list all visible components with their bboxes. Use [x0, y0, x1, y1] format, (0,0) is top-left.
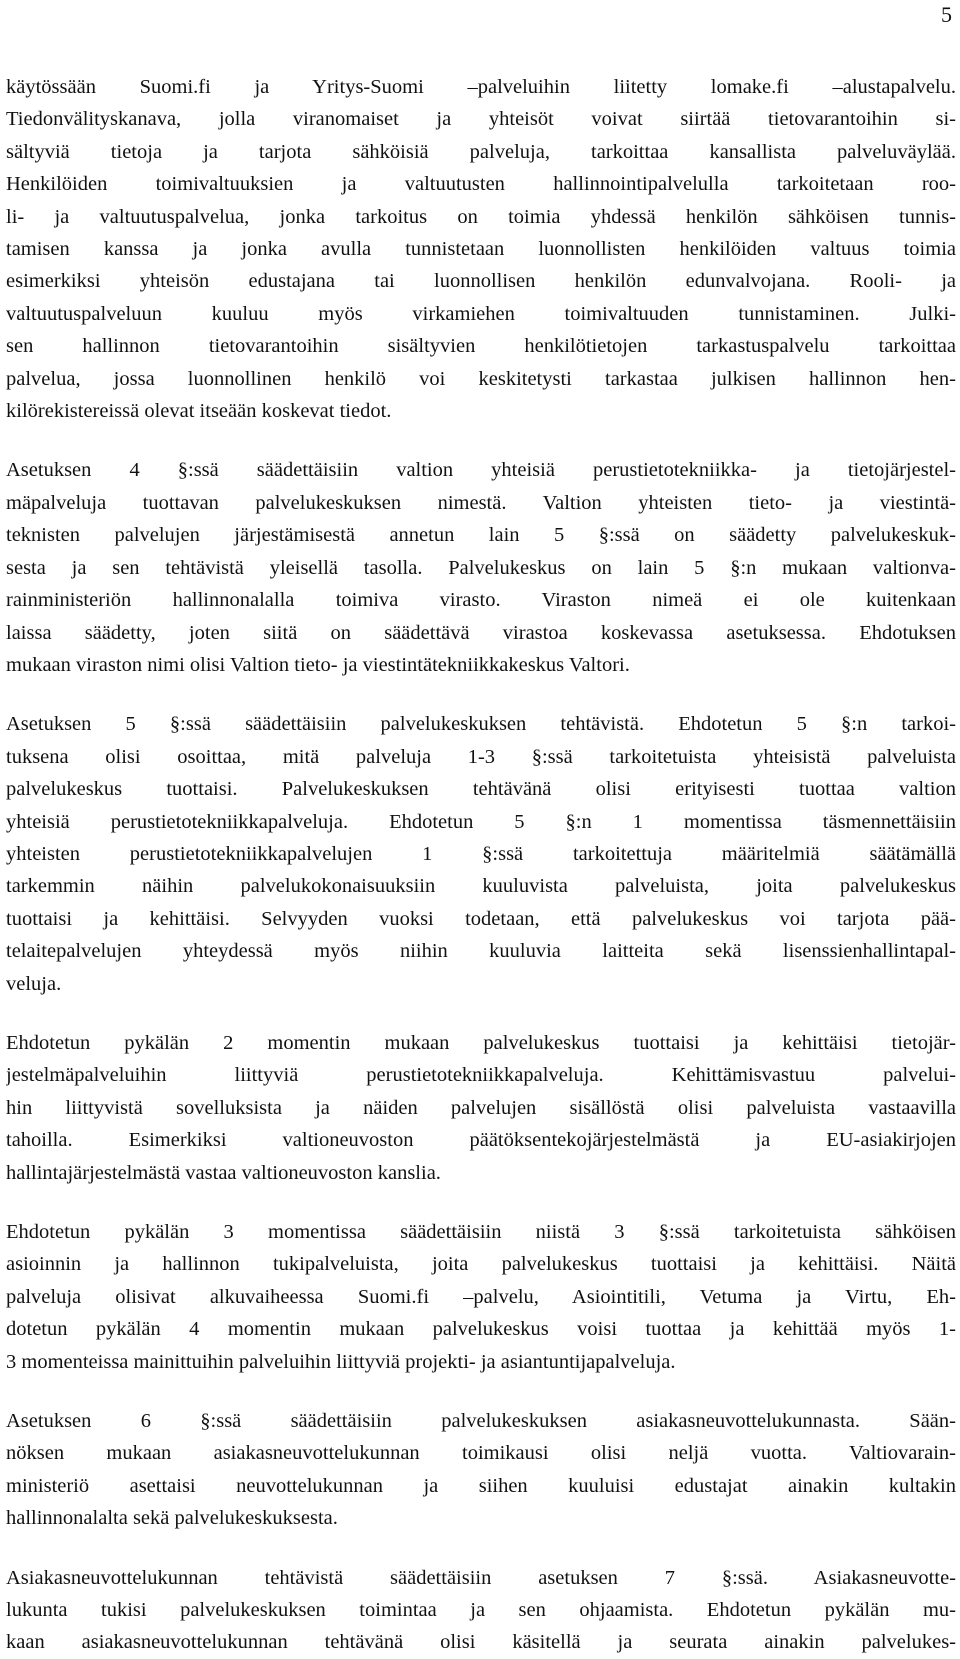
text-line: sältyviä tietoja ja tarjota sähköisiä palveluja, tarkoittaa kansallista palveluväylää. [6, 140, 956, 163]
text-line: ministeriö asettaisi neuvottelukunnan ja siihen kuuluisi edustajat ainakin kultakin [6, 1474, 956, 1497]
text-line: kilörekistereissä olevat itseään koskevat tiedot. [6, 400, 392, 423]
paragraph-1 [6, 71, 956, 427]
text-line: jestelmäpalveluihin liittyviä perustietotekniikkapalveluja. Kehittämisvastuu palvelui- [6, 1064, 956, 1087]
text-line: käytössään Suomi.fi ja Yritys-Suomi –palveluihin liitetty lomake.fi –alustapalvelu. [6, 76, 956, 98]
text-line: palvelua, jossa luonnollinen henkilö voi keskitetysti tarkastaa julkisen hallinnon hen- [6, 367, 956, 390]
text-line: tarkemmin näihin palvelukokonaisuuksiin kuuluvista palveluista, joita palvelukeskus [6, 875, 956, 898]
text-line: rainministeriön hallinnonalalla toimiva virasto. Viraston nimeä ei ole kuitenkaan [6, 589, 956, 612]
paragraph-4 [6, 1027, 956, 1189]
text-line: mukaan viraston nimi olisi Valtion tieto- ja viestintätekniikkakeskus Valtori. [6, 653, 630, 676]
text-line: kaan asiakasneuvottelukunnan tehtävänä olisi käsitellä ja seurata ainakin palvelukes- [6, 1631, 956, 1654]
text-line: Tiedonvälityskanava, jolla viranomaiset ja yhteisöt voivat siirtää tietovarantoihin si- [6, 108, 956, 131]
text-line: valtuutuspalveluun kuuluu myös virkamiehen toimivaltuuden tunnistaminen. Julki- [6, 302, 956, 325]
paragraph-2 [6, 454, 956, 681]
text-line: Ehdotetun pykälän 2 momentin mukaan palvelukeskus tuottaisi ja kehittäisi tietojär- [6, 1031, 956, 1054]
text-line: yhteisiä perustietotekniikkapalveluja. Ehdotetun 5 §:n 1 momentissa täsmennettäisiin [6, 810, 956, 833]
text-line: hin liittyvistä sovelluksista ja näiden palvelujen sisällöstä olisi palveluista vastaavilla [6, 1096, 956, 1119]
text-line: Asiakasneuvottelukunnan tehtävistä säädettäisiin asetuksen 7 §:ssä. Asiakasneuvotte- [6, 1566, 956, 1589]
text-line: Asetuksen 4 §:ssä säädettäisiin valtion yhteisiä perustietotekniikka- ja tietojärjestel- [6, 459, 956, 482]
text-line: Asetuksen 6 §:ssä säädettäisiin palvelukeskuksen asiakasneuvottelukunnasta. Sään- [6, 1410, 956, 1433]
text-line: laissa säädetty, joten siitä on säädettävä virastoa koskevassa asetuksessa. Ehdotuksen [6, 621, 956, 644]
text-line: Ehdotetun pykälän 3 momentissa säädettäisiin niistä 3 §:ssä tarkoitetuista sähköisen [6, 1221, 956, 1243]
paragraph-6 [6, 1405, 956, 1535]
text-line: dotetun pykälän 4 momentin mukaan palvelukeskus voisi tuottaa ja kehittää myös 1- [6, 1318, 956, 1341]
text-line: lukunta tukisi palvelukeskuksen toimintaa ja sen ohjaamista. Ehdotetun pykälän mu- [6, 1599, 956, 1622]
text-line: hallinnonalalta sekä palvelukeskuksesta. [6, 1507, 338, 1530]
text-line: esimerkiksi yhteisön edustajana tai luonnollisen henkilön edunvalvojana. Rooli- ja [6, 270, 956, 293]
text-line: Asetuksen 5 §:ssä säädettäisiin palvelukeskuksen tehtävistä. Ehdotetun 5 §:n tarkoi- [6, 713, 956, 736]
text-line: sen hallinnon tietovarantoihin sisältyvien henkilötietojen tarkastuspalvelu tarkoittaa [6, 335, 956, 358]
paragraph-7 [6, 1562, 956, 1659]
text-line: tamisen kanssa ja jonka avulla tunnistetaan luonnollisten henkilöiden valtuus toimia [6, 238, 956, 261]
text-line: sesta ja sen tehtävistä yleisellä tasolla. Palvelukeskus on lain 5 §:n mukaan valtionva- [6, 556, 956, 579]
text-line: tahoilla. Esimerkiksi valtioneuvoston päätöksentekojärjestelmästä ja EU-asiakirjojen [6, 1129, 956, 1152]
text-line: veluja. [6, 972, 62, 995]
paragraph-5 [6, 1216, 956, 1378]
page-number: 5 [941, 2, 952, 27]
text-line: Henkilöiden toimivaltuuksien ja valtuutusten hallinnointipalvelulla tarkoitetaan roo- [6, 173, 956, 196]
text-line: hallintajärjestelmästä vastaa valtioneuvoston kanslia. [6, 1161, 441, 1184]
text-line: telaitepalvelujen yhteydessä myös niihin kuuluvia laitteita sekä lisenssienhallintapal- [6, 940, 956, 963]
text-line: li- ja valtuutuspalvelua, jonka tarkoitus on toimia yhdessä henkilön sähköisen tunnis- [6, 205, 956, 228]
text-line: yhteisten perustietotekniikkapalvelujen 1 §:ssä tarkoitettuja määritelmiä säätämällä [6, 842, 956, 865]
paragraph-3 [6, 708, 956, 1000]
text-line: palveluja olisivat alkuvaiheessa Suomi.fi –palvelu, Asiointitili, Vetuma ja Virtu, Eh- [6, 1285, 956, 1308]
text-line: palvelukeskus tuottaisi. Palvelukeskuksen tehtävänä olisi erityisesti tuottaa valtion [6, 778, 956, 801]
text-line: tuksena olisi osoittaa, mitä palveluja 1-3 §:ssä tarkoitetuista yhteisistä palveluista [6, 745, 956, 768]
text-line: 3 momenteissa mainittuihin palveluihin liittyviä projekti- ja asiantuntijapalveluja. [6, 1350, 676, 1373]
text-line: asioinnin ja hallinnon tukipalveluista, joita palvelukeskus tuottaisi ja kehittäisi. Näitä [6, 1253, 956, 1276]
document-body [6, 71, 956, 1659]
text-line: tuottaisi ja kehittäisi. Selvyyden vuoksi todetaan, että palvelukeskus voi tarjota pää- [6, 907, 956, 930]
text-line: mäpalveluja tuottavan palvelukeskuksen nimestä. Valtion yhteisten tieto- ja viestintä- [6, 491, 956, 514]
text-line: teknisten palvelujen järjestämisestä annetun lain 5 §:ssä on säädetty palvelukeskuk- [6, 524, 956, 547]
text-line: nöksen mukaan asiakasneuvottelukunnan toimikausi olisi neljä vuotta. Valtiovarain- [6, 1442, 956, 1465]
